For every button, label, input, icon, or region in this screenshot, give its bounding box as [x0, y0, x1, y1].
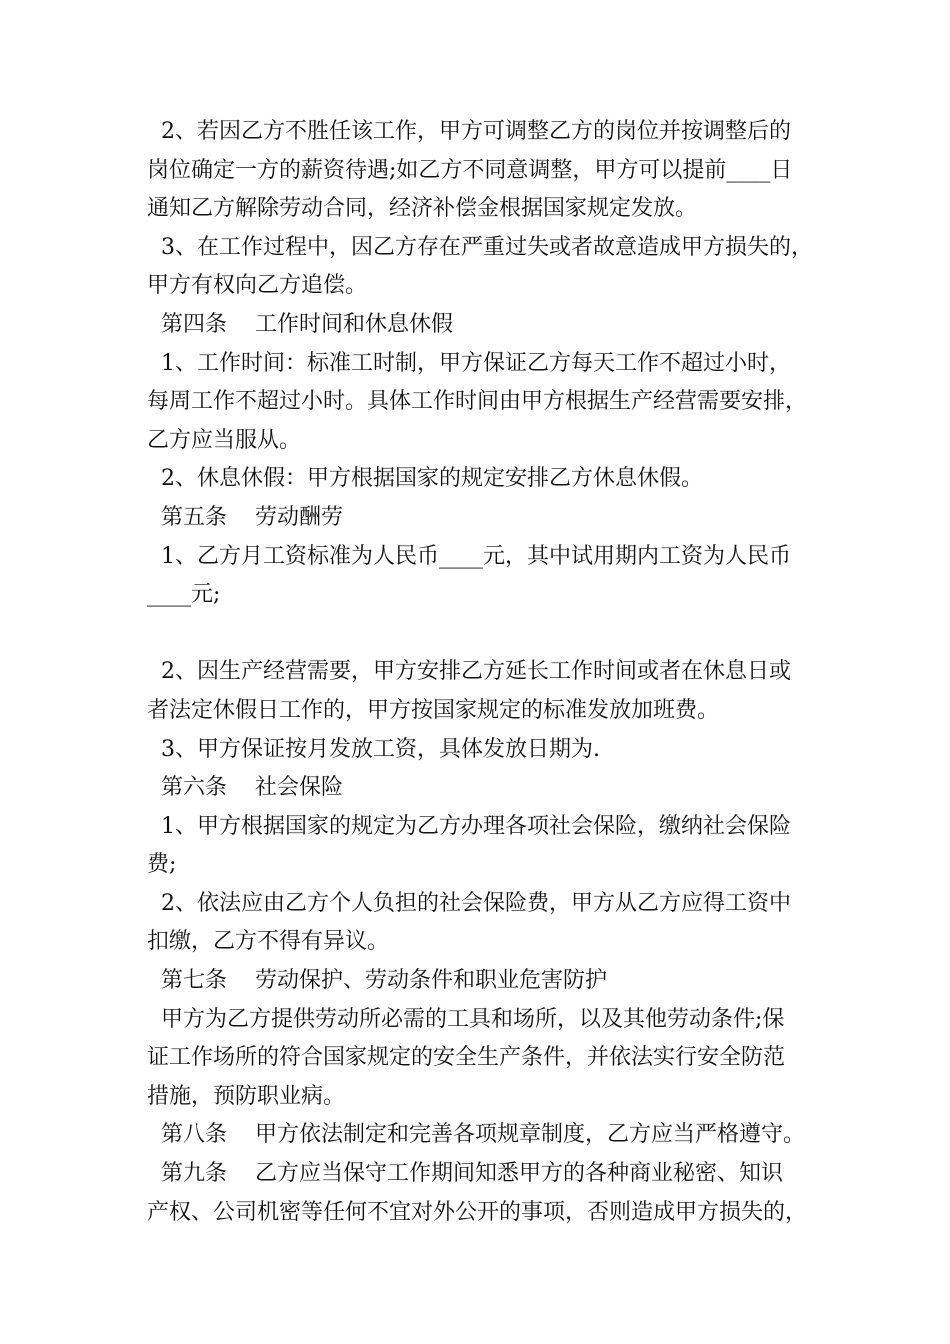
text-line: 2、休息休假：甲方根据国家的规定安排乙方休息休假。 [147, 466, 703, 492]
article-heading: 第五条 劳动酬劳 [147, 504, 343, 530]
text-line: 费; [147, 852, 177, 878]
text-line: 甲方有权向乙方追偿。 [147, 273, 368, 299]
text-line: 2、因生产经营需要，甲方安排乙方延长工作时间或者在休息日或 [147, 659, 791, 685]
article-heading: 第四条 工作时间和休息休假 [147, 311, 453, 337]
text-line: 措施，预防职业病。 [147, 1083, 346, 1109]
text-line: 岗位确定一方的薪资待遇;如乙方不同意调整，甲方可以提前____日 [147, 157, 793, 183]
text-line: 1、乙方月工资标准为人民币____元，其中试用期内工资为人民币 [147, 543, 791, 569]
text-line: 通知乙方解除劳动合同，经济补偿金根据国家规定发放。 [147, 196, 698, 222]
text-line: 3、甲方保证按月发放工资，具体发放日期为. [147, 736, 600, 762]
text-line: ____元; [147, 582, 221, 608]
contract-text-body [147, 113, 827, 1232]
text-line: 者法定休假日工作的，甲方按国家规定的标准发放加班费。 [147, 697, 720, 723]
article-heading: 第七条 劳动保护、劳动条件和职业危害防护 [147, 968, 607, 994]
text-line: 3、在工作过程中，因乙方存在严重过失或者故意造成甲方损失的， [147, 234, 813, 260]
article-heading: 第八条 甲方依法制定和完善各项规章制度，乙方应当严格遵守。 [147, 1122, 805, 1148]
text-line: 2、若因乙方不胜任该工作，甲方可调整乙方的岗位并按调整后的 [147, 119, 791, 144]
text-line: 产权、公司机密等任何不宜对外公开的事项，否则造成甲方损失的， [147, 1199, 808, 1225]
text-line: 扣缴，乙方不得有异议。 [147, 929, 390, 955]
text-line: 2、依法应由乙方个人负担的社会保险费，甲方从乙方应得工资中 [147, 890, 791, 916]
text-line: 每周工作不超过小时。具体工作时间由甲方根据生产经营需要安排， [147, 389, 808, 415]
text-line: 乙方应当服从。 [147, 427, 302, 453]
article-heading: 第六条 社会保险 [147, 775, 343, 801]
paragraph-gap [147, 615, 827, 654]
article-heading: 第九条 乙方应当保守工作期间知悉甲方的各种商业秘密、知识 [147, 1161, 783, 1187]
text-line: 甲方为乙方提供劳动所必需的工具和场所，以及其他劳动条件;保 [147, 1006, 785, 1032]
text-line: 证工作场所的符合国家规定的安全生产条件，并依法实行安全防范 [147, 1045, 786, 1071]
text-line: 1、工作时间：标准工时制，甲方保证乙方每天工作不超过小时， [147, 350, 791, 376]
text-line: 1、甲方根据国家的规定为乙方办理各项社会保险，缴纳社会保险 [147, 813, 791, 839]
